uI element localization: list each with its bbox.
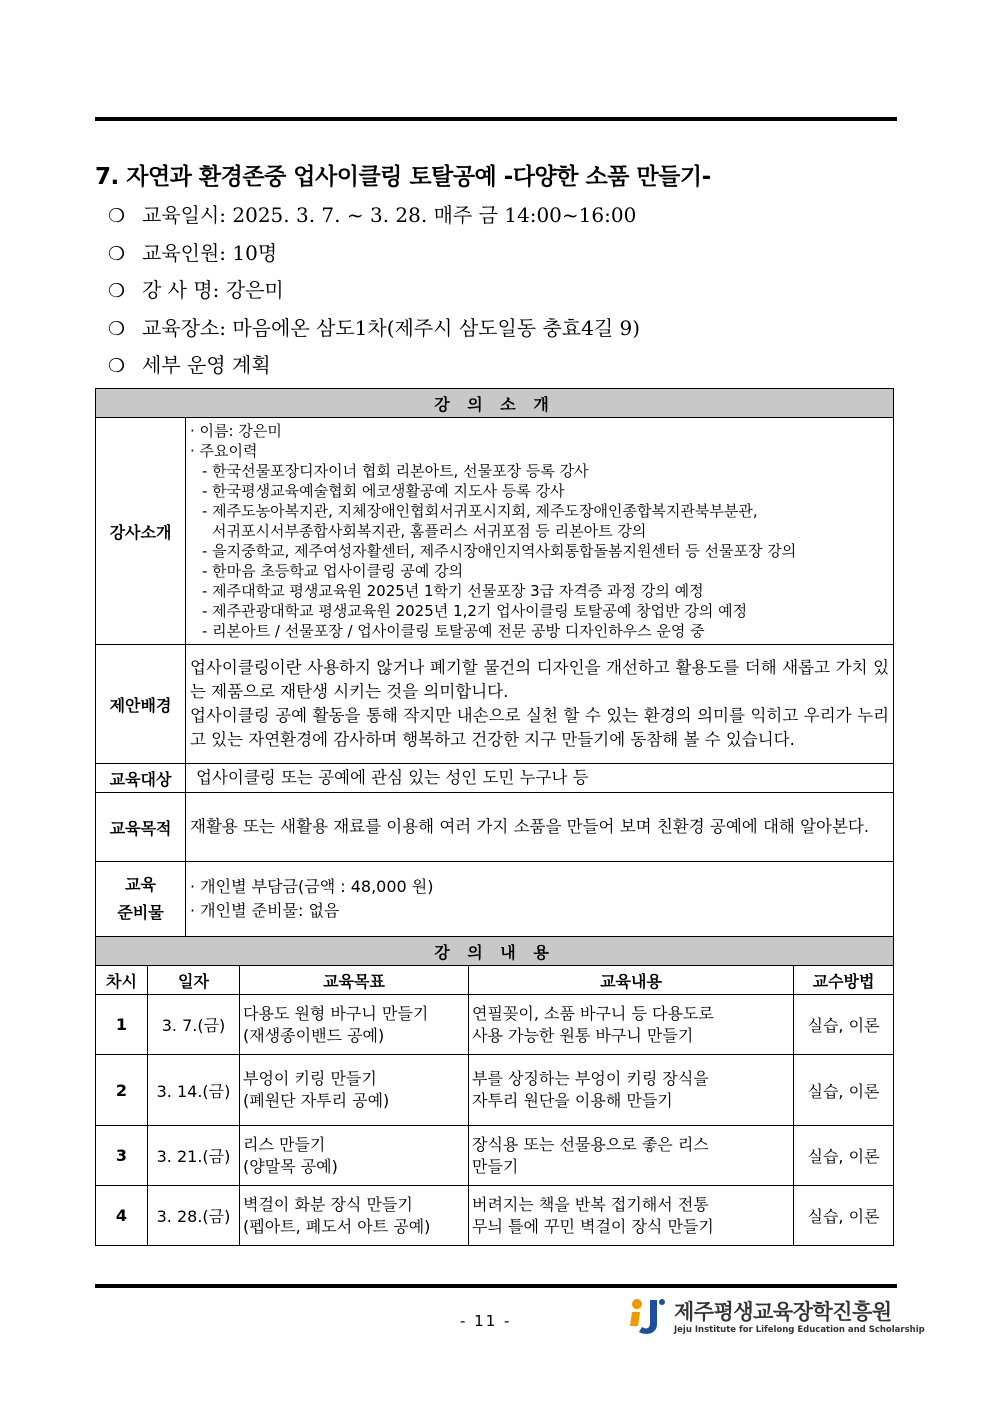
goal-text: 재활용 또는 새활용 재료를 이용해 여러 가지 소품을 만들어 보며 친환경 공예에 대해 알아본다. — [186, 793, 894, 862]
session-number: 4 — [96, 1186, 148, 1246]
info-item-date: ❍ 교육일시: 2025. 3. 7. ~ 3. 28. 매주 금 14:00~16:00 — [108, 197, 640, 235]
info-item-count: ❍ 교육인원: 10명 — [108, 235, 640, 273]
jeju-logo-icon — [624, 1296, 668, 1338]
session-date: 3. 7.(금) — [148, 995, 240, 1055]
session-content: 연필꽂이, 소품 바구니 등 다용도로 사용 가능한 원통 바구니 만들기 — [469, 995, 794, 1055]
supplies-label: 교육 준비물 — [96, 862, 186, 937]
session-number: 2 — [96, 1055, 148, 1126]
column-header: 교육내용 — [469, 966, 794, 995]
circle-bullet-icon: ❍ — [108, 317, 126, 340]
session-content: 장식용 또는 선물용으로 좋은 리스 만들기 — [469, 1126, 794, 1186]
session-date: 3. 28.(금) — [148, 1186, 240, 1246]
circle-bullet-icon: ❍ — [108, 242, 126, 265]
column-header: 차시 — [96, 966, 148, 995]
session-goal: 리스 만들기 (양말목 공예) — [240, 1126, 469, 1186]
table-row — [96, 1186, 894, 1246]
info-item-plan: ❍ 세부 운영 계획 — [108, 347, 640, 385]
goal-label: 교육목적 — [96, 793, 186, 862]
session-number: 1 — [96, 995, 148, 1055]
org-logo — [624, 1296, 925, 1338]
background-label: 제안배경 — [96, 645, 186, 764]
page-number: - 11 - — [460, 1312, 512, 1330]
lecture-table — [95, 388, 894, 1246]
intro-header: 강 의 소 개 — [96, 389, 894, 418]
session-method: 실습, 이론 — [794, 1186, 894, 1246]
section-title: 7. 자연과 환경존중 업사이클링 토탈공예 -다양한 소품 만들기- — [95, 164, 711, 190]
circle-bullet-icon: ❍ — [108, 280, 126, 302]
session-date: 3. 14.(금) — [148, 1055, 240, 1126]
session-number: 3 — [96, 1126, 148, 1186]
career-item: - 한마음 초등학교 업사이클링 공예 강의 — [202, 562, 464, 580]
table-row — [96, 1055, 894, 1126]
bottom-rule — [95, 1284, 897, 1288]
circle-bullet-icon: ❍ — [108, 205, 126, 227]
info-item-place: ❍ 교육장소: 마음에온 삼도1차(제주시 삼도일동 충효4길 9) — [108, 310, 640, 348]
session-method: 실습, 이론 — [794, 995, 894, 1055]
column-header: 교수방법 — [794, 966, 894, 995]
target-text: 업사이클링 또는 공예에 관심 있는 성인 도민 누구나 등 — [186, 764, 894, 793]
supplies-text: · 개인별 부담금(금액 : 48,000 원) · 개인별 준비물: 없음 — [186, 862, 894, 937]
info-list — [108, 197, 640, 385]
instructor-label: 강사소개 — [96, 418, 186, 645]
schedule-column-headers — [96, 966, 894, 995]
session-method: 실습, 이론 — [794, 1055, 894, 1126]
instructor-career: · 이름: 강은미 · 주요이력 - 한국선물포장디자이너 협회 리본아트, 선물포장 등록 강사 - 한국평생교육예술협회 에코생활공예 지도사 등록 강사 - 제주도농아복지관, 지체장애인협회서귀포시지회, 제주도장애인종합복지관북부분관, 서귀포시서부종합사회복지관, 홈플러스 서귀포점 등 리본아트 강의 - 을지중학교, 제주여성자활센터, 제주시장애인지역사회통합돌봄지원센터 등 선물포장 강의 - 한마음 초등학교 업사이클링 공예 강의 - 제주대학교 평생교육원 2025년 1학기 선물포장 3급 자격증 과정 강의 예정 - 제주관광대학교 평생교육원 2025년 1,2기 업사이클링 토탈공예 창업반 강의 예정 - 리본아트 / 선물포장 / 업사이클링 토탈공예 전문 공방 디자인하우스 운영 중 — [186, 418, 894, 645]
career-item: - 제주관광대학교 평생교육원 2025년 1,2기 업사이클링 토탈공예 창업반 강의 예정 — [202, 602, 748, 620]
session-goal: 부엉이 키링 만들기 (폐원단 자투리 공예) — [240, 1055, 469, 1126]
career-item: - 리본아트 / 선물포장 / 업사이클링 토탈공예 전문 공방 디자인하우스 운영 중 — [202, 622, 705, 640]
org-english-name: Jeju Institute for Lifelong Education and Scholarship — [674, 1325, 925, 1335]
column-header: 교육목표 — [240, 966, 469, 995]
career-item: 서귀포시서부종합사회복지관, 홈플러스 서귀포점 등 리본아트 강의 — [212, 522, 647, 540]
background-text: 업사이클링이란 사용하지 않거나 폐기할 물건의 디자인을 개선하고 활용도를 더해 새롭고 가치 있는 제품으로 재탄생 시키는 것을 의미합니다. 업사이클링 공예 활동을 통해 작지만 내손으로 실천 할 수 있는 환경의 의미를 익히고 우리가 누리고 있는 자연환경에 감사하며 행복하고 건강한 지구 만들기에 동참해 볼 수 있습니다. — [186, 645, 894, 764]
column-header: 일자 — [148, 966, 240, 995]
session-date: 3. 21.(금) — [148, 1126, 240, 1186]
career-item: - 을지중학교, 제주여성자활센터, 제주시장애인지역사회통합돌봄지원센터 등 선물포장 강의 — [202, 542, 797, 560]
session-goal: 벽걸이 화분 장식 만들기 (펩아트, 폐도서 아트 공예) — [240, 1186, 469, 1246]
career-item: - 한국평생교육예술협회 에코생활공예 지도사 등록 강사 — [202, 482, 565, 500]
career-item: - 제주대학교 평생교육원 2025년 1학기 선물포장 3급 자격증 과정 강의 예정 — [202, 582, 704, 600]
table-row — [96, 1126, 894, 1186]
career-item: - 한국선물포장디자이너 협회 리본아트, 선물포장 등록 강사 — [202, 462, 589, 480]
target-label: 교육대상 — [96, 764, 186, 793]
session-content: 부를 상징하는 부엉이 키링 장식을 자투리 원단을 이용해 만들기 — [469, 1055, 794, 1126]
table-row — [96, 995, 894, 1055]
circle-bullet-icon: ❍ — [108, 355, 126, 377]
career-item: - 제주도농아복지관, 지체장애인협회서귀포시지회, 제주도장애인종합복지관북부분관, — [202, 502, 758, 520]
top-rule — [95, 117, 897, 121]
info-item-instructor: ❍ 강 사 명: 강은미 — [108, 272, 640, 310]
session-goal: 다용도 원형 바구니 만들기 (재생종이밴드 공예) — [240, 995, 469, 1055]
session-content: 버려지는 책을 반복 접기해서 전통 무늬 틀에 꾸민 벽걸이 장식 만들기 — [469, 1186, 794, 1246]
session-method: 실습, 이론 — [794, 1126, 894, 1186]
content-header: 강 의 내 용 — [96, 937, 894, 966]
org-name: 제주평생교육장학진흥원 — [674, 1300, 892, 1324]
